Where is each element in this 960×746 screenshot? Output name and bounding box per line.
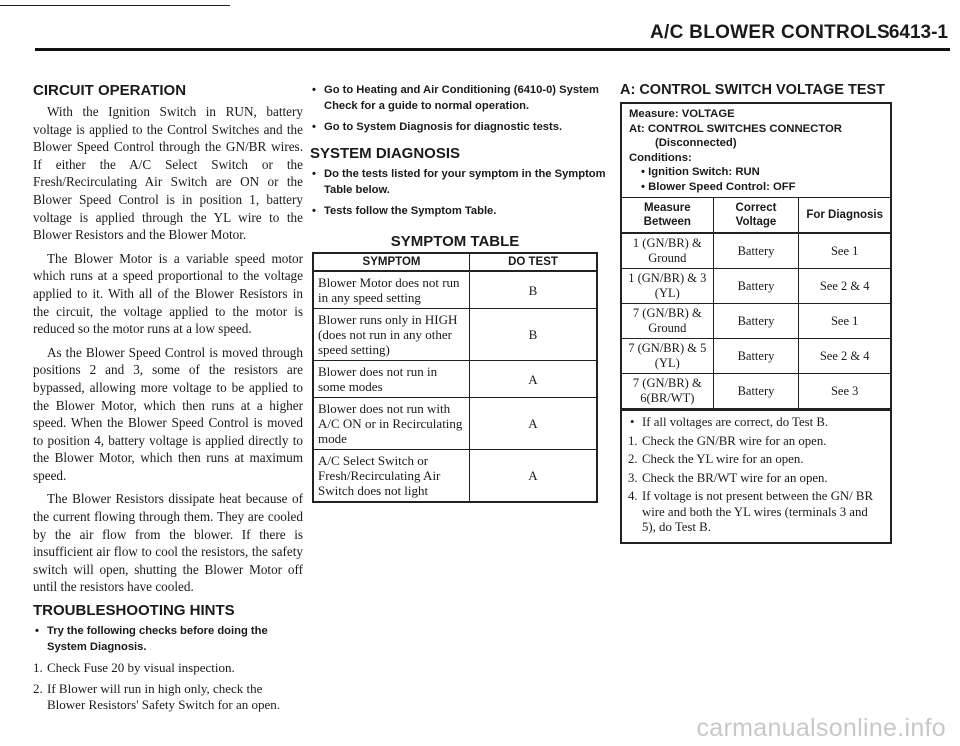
notes-list: [628, 434, 884, 536]
symptom-header: SYMPTOM: [313, 253, 470, 271]
test-cell: A: [470, 450, 598, 503]
table-row: [622, 269, 890, 304]
list-item: [33, 681, 303, 713]
table-row: [622, 304, 890, 339]
table-row: [622, 233, 890, 269]
symptom-cell: A/C Select Switch or Fresh/Recirculating Air Switch does not light: [313, 450, 470, 503]
measure-between-header: Measure Between: [622, 198, 713, 234]
page-header-title: A/C BLOWER CONTROLS: [649, 22, 890, 43]
voltage-cell: Battery: [713, 374, 799, 409]
list-item: [628, 471, 884, 487]
troubleshooting-bullets: [33, 623, 303, 655]
troubleshooting-list: [33, 660, 303, 713]
measure-line: Measure: VOLTAGE: [629, 108, 735, 120]
item-text: If Blower will run in high only, check the Blower Resistors' Safety Switch for an open.: [47, 681, 281, 713]
circuit-paragraph-4: The Blower Resistors dissipate heat because of the current flowing through them. They are cooled by the air flow from the blower. If there is insufficient air flow to cool the resistors, the safety switch will open, shutting the Blower Motor off until the resistors have cooled.: [33, 491, 303, 595]
watermark: carmanualsonline.info: [696, 714, 946, 742]
column-system-diagnosis: [310, 82, 610, 503]
column-circuit-operation: [33, 82, 303, 718]
test-cell: A: [470, 361, 598, 398]
for-diagnosis-header: For Diagnosis: [799, 198, 890, 234]
item-number: 3.: [628, 470, 638, 485]
test-cell: B: [470, 271, 598, 309]
item-number: 1.: [33, 660, 43, 676]
between-cell: 1 (GN/BR) & Ground: [622, 233, 713, 269]
circuit-paragraph-1: With the Ignition Switch in RUN, battery voltage is applied to the Control Switches and the Blower Speed Control through the GN/BR wires. If either the A/C Select Switch or the Fresh/Recirculating Air Switch are ON or the Blower Speed Control is in position 1, battery voltage is applied through the YL wire to the Blower Resistors and the Blower Motor.: [33, 104, 303, 243]
item-text: If voltage is not present between the GN/ BR wire and both the YL wires (terminals 3 and 5), do Test B.: [642, 489, 873, 534]
diagnosis-bullet-1: • Do the tests listed for your symptom in the Symptom Table below.: [310, 166, 610, 198]
notes-bullets: [628, 415, 884, 431]
between-cell: 7 (GN/BR) & 5 (YL): [622, 339, 713, 374]
table-row: [313, 450, 597, 503]
symptom-cell: Blower runs only in HIGH (does not run in any other speed setting): [313, 309, 470, 361]
table-row: [313, 361, 597, 398]
between-cell: 1 (GN/BR) & 3 (YL): [622, 269, 713, 304]
condition-blower: • Blower Speed Control: OFF: [641, 180, 796, 193]
voltage-cell: Battery: [713, 233, 799, 269]
table-row: [622, 374, 890, 409]
table-row: [622, 339, 890, 374]
diagnosis-bullet-2: • Tests follow the Symptom Table.: [310, 203, 610, 219]
symptom-cell: Blower does not run with A/C ON or in Recirculating mode: [313, 398, 470, 450]
item-number: 4.: [628, 489, 638, 503]
between-cell: 7 (GN/BR) & 6(BR/WT): [622, 374, 713, 409]
between-cell: 7 (GN/BR) & Ground: [622, 304, 713, 339]
voltage-cell: Battery: [713, 304, 799, 339]
diagnosis-cell: See 1: [799, 304, 890, 339]
table-row: [313, 398, 597, 450]
table-row: [313, 309, 597, 361]
test-cell: A: [470, 398, 598, 450]
system-diagnosis-bullets: [310, 166, 610, 219]
note-bullet: • If all voltages are correct, do Test B.: [628, 415, 884, 431]
condition-ignition: • Ignition Switch: RUN: [641, 166, 760, 178]
guide-bullet-1: • Go to Heating and Air Conditioning (6410-0) System Check for a guide to normal operation.: [310, 82, 610, 114]
do-test-header: DO TEST: [470, 253, 598, 271]
circuit-paragraph-2: The Blower Motor is a variable speed motor which runs at a speed proportional to the voltage applied to it. With all of the Blower Resistors in the circuit, the voltage applied to the motor is reduced so the motor runs at a low speed.: [33, 250, 303, 337]
header-rule: [35, 48, 950, 51]
list-item: [628, 434, 884, 450]
voltage-table: [622, 197, 890, 409]
guide-bullet-2: • Go to System Diagnosis for diagnostic tests.: [310, 119, 610, 135]
list-item: [33, 660, 303, 676]
test-notes: [622, 409, 890, 542]
system-diagnosis-title: SYSTEM DIAGNOSIS: [310, 145, 461, 162]
troubleshooting-bullet: • Try the following checks before doing the System Diagnosis.: [33, 623, 303, 655]
top-left-rule: [0, 5, 230, 6]
symptom-table: [312, 252, 598, 503]
item-text: Check the YL wire for an open.: [642, 452, 804, 466]
control-test-box: [620, 102, 892, 544]
item-text: Check the BR/WT wire for an open.: [642, 470, 828, 485]
item-text: Check Fuse 20 by visual inspection.: [47, 660, 235, 676]
item-text: Check the GN/BR wire for an open.: [642, 433, 827, 448]
item-number: 2.: [33, 681, 43, 697]
conditions-label: Conditions:: [629, 151, 692, 164]
disconnected-line: (Disconnected): [655, 137, 737, 149]
diagnosis-cell: See 3: [799, 374, 890, 409]
at-line: At: CONTROL SWITCHES CONNECTOR: [629, 122, 842, 135]
circuit-paragraph-3: As the Blower Speed Control is moved through positions 2 and 3, some of the resistors are bypassed, allowing more voltage to be applied to the Blower Motor, which then runs at a higher speed. When the Blower Speed Control is moved to position 4, battery voltage is applied directly to the Blower Motor, which then runs at maximum speed.: [33, 344, 303, 483]
troubleshooting-title: TROUBLESHOOTING HINTS: [33, 602, 235, 620]
diagnosis-cell: See 2 & 4: [799, 269, 890, 304]
control-test-title: A: CONTROL SWITCH VOLTAGE TEST: [620, 82, 886, 98]
guide-bullets: [310, 82, 610, 135]
item-number: 2.: [628, 452, 638, 466]
test-cell: B: [470, 309, 598, 361]
symptom-table-title: SYMPTOM TABLE: [390, 233, 520, 250]
test-conditions: [622, 104, 890, 197]
diagnosis-cell: See 1: [799, 233, 890, 269]
diagnosis-cell: See 2 & 4: [799, 339, 890, 374]
list-item: [628, 489, 884, 536]
page-number: 6413-1: [888, 22, 948, 43]
circuit-operation-title: CIRCUIT OPERATION: [33, 82, 187, 99]
table-row: [313, 271, 597, 309]
item-number: 1.: [628, 433, 638, 448]
list-item: [628, 452, 884, 468]
voltage-cell: Battery: [713, 339, 799, 374]
voltage-cell: Battery: [713, 269, 799, 304]
column-control-switch-test: [620, 82, 892, 544]
correct-voltage-header: Correct Voltage: [713, 198, 799, 234]
symptom-cell: Blower does not run in some modes: [313, 361, 470, 398]
symptom-cell: Blower Motor does not run in any speed setting: [313, 271, 470, 309]
